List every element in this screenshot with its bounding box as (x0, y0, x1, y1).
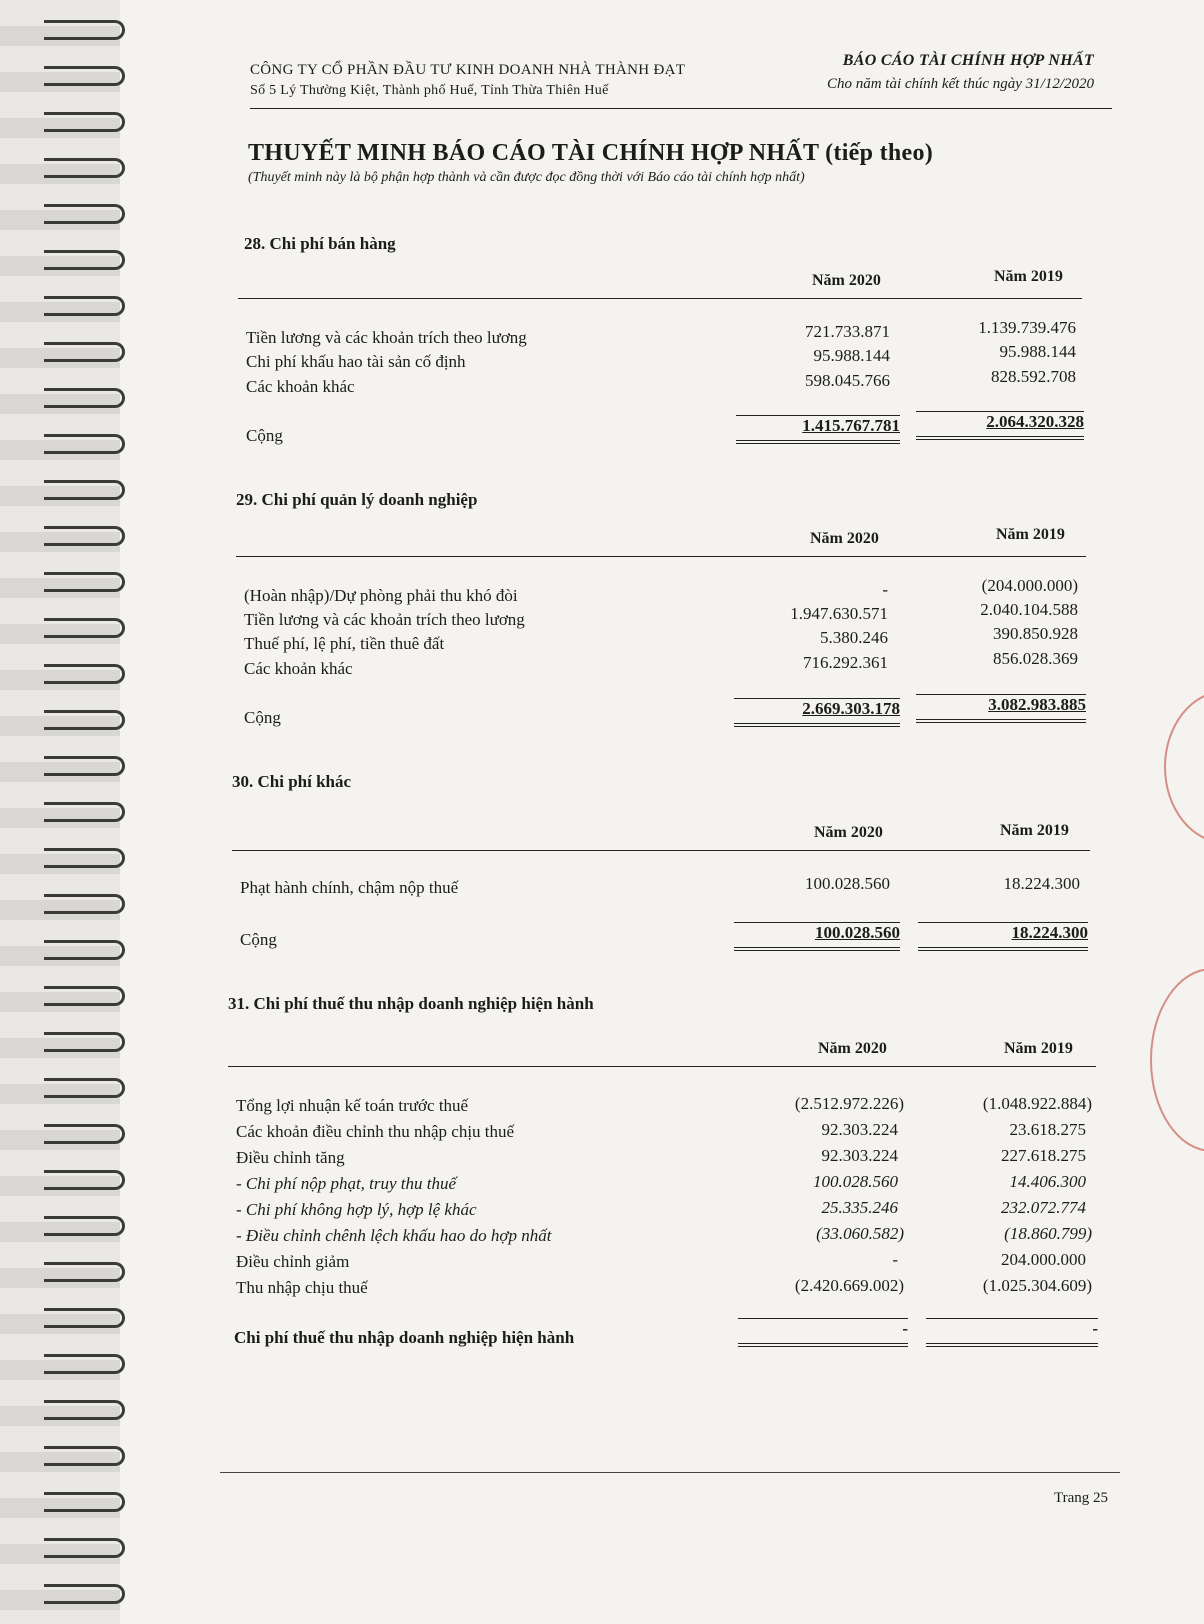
value-2020: (2.512.972.226) (794, 1094, 904, 1113)
value-2020: 25.335.246 (821, 1198, 898, 1217)
total-label: Chi phí thuế thu nhập doanh nghiệp hiện hành (234, 1328, 575, 1347)
row-label: Điều chỉnh tăng (236, 1148, 345, 1167)
value-2020: (2.420.669.002) (794, 1276, 904, 1295)
company-name: CÔNG TY CỔ PHẦN ĐẦU TƯ KINH DOANH NHÀ THÀNH ĐẠT (250, 62, 686, 78)
header-divider (250, 108, 1112, 109)
total-2019: 18.224.300 (918, 922, 1088, 951)
value-2019: 232.072.774 (1001, 1198, 1086, 1217)
value-2020: 5.380.246 (820, 628, 888, 647)
section-title: 28. Chi phí bán hàng (244, 234, 396, 253)
total-label: Cộng (240, 930, 277, 949)
red-stamp-seal (1150, 968, 1204, 1152)
value-2020: - (882, 580, 888, 599)
total-2020: 100.028.560 (734, 922, 900, 951)
row-label: - Chi phí nộp phạt, truy thu thuế (236, 1174, 457, 1193)
total-2020: - (738, 1318, 908, 1347)
value-2019: 227.618.275 (1001, 1146, 1086, 1165)
header-rule (238, 298, 1082, 299)
row-label: Tiền lương và các khoản trích theo lương (244, 610, 525, 629)
row-label: - Điều chỉnh chênh lệch khấu hao do hợp nhất (236, 1226, 552, 1245)
value-2019: 23.618.275 (1009, 1120, 1086, 1139)
total-2019: 2.064.320.328 (916, 411, 1084, 440)
header-rule (228, 1066, 1096, 1067)
value-2019: (18.860.799) (1004, 1224, 1092, 1243)
page-subtitle: (Thuyết minh này là bộ phận hợp thành và cần được đọc đồng thời với Báo cáo tài chính hợp nhất) (248, 170, 805, 185)
red-stamp-seal (1164, 690, 1204, 844)
row-label: Chi phí khấu hao tài sản cố định (246, 352, 466, 371)
value-2019: 1.139.739.476 (978, 318, 1076, 337)
value-2020: 100.028.560 (813, 1172, 898, 1191)
row-label: Các khoản điều chỉnh thu nhập chịu thuế (236, 1122, 515, 1141)
value-2020: 721.733.871 (805, 322, 890, 341)
value-2020: - (892, 1250, 898, 1269)
header-report-block (827, 52, 1094, 93)
header-rule (232, 850, 1090, 851)
spiral-binding (0, 0, 120, 1624)
value-2020: 92.303.224 (821, 1120, 898, 1139)
value-2020: 716.292.361 (803, 653, 888, 672)
row-label: Thu nhập chịu thuế (236, 1278, 368, 1297)
row-label: Các khoản khác (244, 659, 353, 678)
section-title: 29. Chi phí quản lý doanh nghiệp (236, 490, 478, 509)
row-label: Tổng lợi nhuận kế toán trước thuế (236, 1096, 469, 1115)
row-label: (Hoàn nhập)/Dự phòng phải thu khó đòi (244, 586, 518, 605)
column-header-2019: Năm 2019 (996, 526, 1065, 543)
column-header-2020: Năm 2020 (818, 1040, 887, 1057)
page-number: Trang 25 (1053, 1490, 1108, 1506)
value-2020: (33.060.582) (816, 1224, 904, 1243)
value-2019: 390.850.928 (993, 624, 1078, 643)
row-label: Tiền lương và các khoản trích theo lương (246, 328, 527, 347)
total-2019: - (926, 1318, 1098, 1347)
column-header-2019: Năm 2019 (994, 268, 1063, 285)
value-2019: 2.040.104.588 (980, 600, 1078, 619)
header-rule (236, 556, 1086, 557)
footer-divider (220, 1472, 1120, 1473)
total-2020: 1.415.767.781 (736, 415, 900, 444)
value-2019: (1.025.304.609) (982, 1276, 1092, 1295)
total-label: Cộng (246, 426, 283, 445)
column-header-2020: Năm 2020 (810, 530, 879, 547)
company-address: Số 5 Lý Thường Kiệt, Thành phố Huế, Tỉnh Thừa Thiên Huế (250, 83, 609, 98)
row-label: - Chi phí không hợp lý, hợp lệ khác (236, 1200, 477, 1219)
value-2019: (204.000.000) (981, 576, 1078, 595)
header-company-block (250, 62, 685, 99)
row-label: Phạt hành chính, chậm nộp thuế (240, 878, 459, 897)
value-2019: 18.224.300 (1003, 874, 1080, 893)
value-2020: 598.045.766 (805, 371, 890, 390)
row-label: Điều chỉnh giảm (236, 1252, 350, 1271)
value-2020: 95.988.144 (813, 346, 890, 365)
row-label: Thuế phí, lệ phí, tiền thuê đất (244, 634, 445, 653)
column-header-2020: Năm 2020 (814, 824, 883, 841)
column-header-2019: Năm 2019 (1000, 822, 1069, 839)
value-2019: 204.000.000 (1001, 1250, 1086, 1269)
value-2019: 14.406.300 (1009, 1172, 1086, 1191)
value-2019: (1.048.922.884) (982, 1094, 1092, 1113)
row-label: Các khoản khác (246, 377, 355, 396)
column-header-2019: Năm 2019 (1004, 1040, 1073, 1057)
report-period: Cho năm tài chính kết thúc ngày 31/12/2020 (826, 76, 1094, 92)
value-2020: 100.028.560 (805, 874, 890, 893)
value-2019: 95.988.144 (999, 342, 1076, 361)
total-label: Cộng (244, 708, 281, 727)
value-2020: 92.303.224 (821, 1146, 898, 1165)
value-2020: 1.947.630.571 (790, 604, 888, 623)
total-2020: 2.669.303.178 (734, 698, 900, 727)
column-header-2020: Năm 2020 (812, 272, 881, 289)
value-2019: 828.592.708 (991, 367, 1076, 386)
section-title: 30. Chi phí khác (232, 772, 352, 791)
total-2019: 3.082.983.885 (916, 694, 1086, 723)
report-title: BÁO CÁO TÀI CHÍNH HỢP NHẤT (842, 52, 1094, 69)
value-2019: 856.028.369 (993, 649, 1078, 668)
section-title: 31. Chi phí thuế thu nhập doanh nghiệp hiện hành (228, 994, 594, 1013)
page-title: THUYẾT MINH BÁO CÁO TÀI CHÍNH HỢP NHẤT (tiếp theo) (248, 140, 934, 166)
document-page (120, 0, 1204, 1624)
